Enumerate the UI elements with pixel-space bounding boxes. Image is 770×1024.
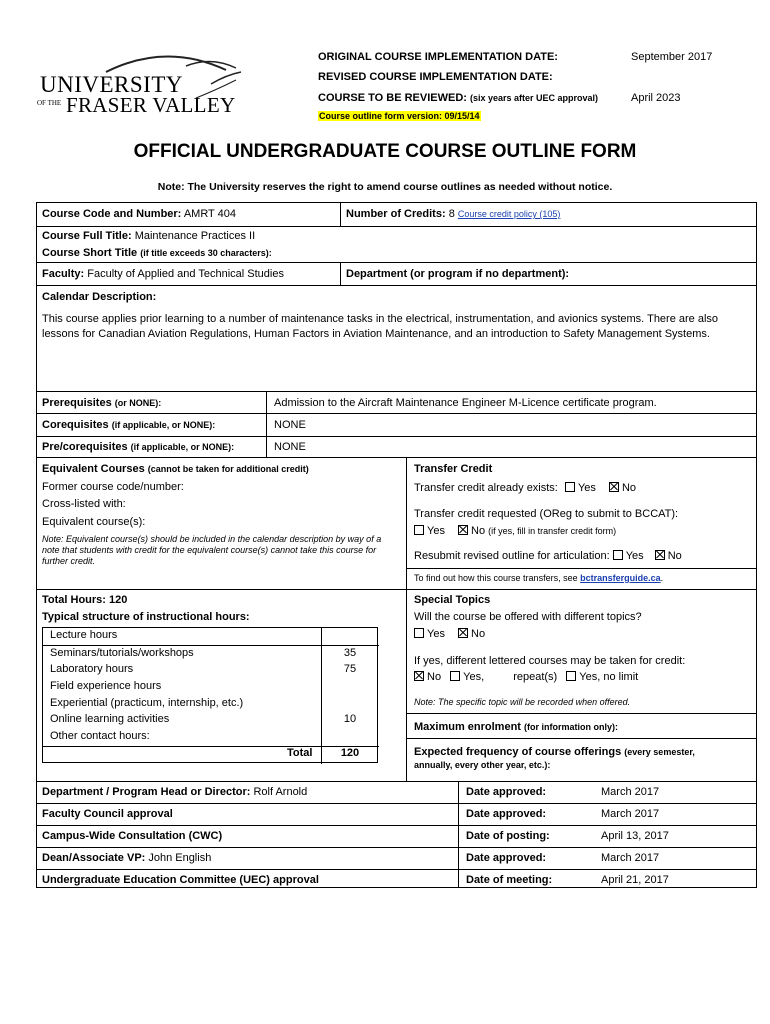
hours-row-label: Online learning activities xyxy=(50,713,170,725)
course-code-value: AMRT 404 xyxy=(183,208,236,220)
checkbox-checked-icon[interactable] xyxy=(655,550,665,560)
special-question: Will the course be offered with different topics? xyxy=(414,611,642,623)
review-label: COURSE TO BE REVIEWED: xyxy=(318,92,467,104)
max-enrolment-label: Maximum enrolment xyxy=(414,721,521,733)
orig-impl-label: ORIGINAL COURSE IMPLEMENTATION DATE: xyxy=(318,51,558,63)
resubmit-label: Resubmit revised outline for articulation: xyxy=(414,550,610,562)
special-yes-option[interactable]: Yes xyxy=(414,628,445,640)
amend-note: Note: The University reserves the right to amend course outlines as needed without notice. xyxy=(157,181,613,193)
approval-date-value[interactable]: March 2017 xyxy=(601,852,660,864)
logo-line2: FRASER VALLEY xyxy=(66,93,236,117)
checkbox-empty-icon[interactable] xyxy=(565,482,575,492)
orig-impl-value: September 2017 xyxy=(631,51,713,63)
structure-label: Typical structure of instructional hours: xyxy=(42,611,250,623)
transfer-exists-row xyxy=(414,482,636,494)
resubmit-row xyxy=(414,550,682,562)
transfer-requested-no-option[interactable]: No xyxy=(458,525,485,537)
precoreq-label-cell xyxy=(42,441,234,453)
prereq-note: (or NONE): xyxy=(114,398,162,408)
credits-value: 8 xyxy=(448,208,455,220)
no-limit-option[interactable]: Yes, no limit xyxy=(566,671,638,683)
faculty-value: Faculty of Applied and Technical Studies xyxy=(87,268,284,280)
special-note: Note: The specific topic will be recorded when offered. xyxy=(414,697,631,707)
hours-row-value[interactable]: 35 xyxy=(343,647,357,659)
precoreq-note: (if applicable, or NONE): xyxy=(130,442,235,452)
approval-date-value[interactable]: March 2017 xyxy=(601,786,660,798)
checkbox-checked-icon[interactable] xyxy=(414,671,424,681)
checkbox-empty-icon[interactable] xyxy=(450,671,460,681)
max-enrolment-note: (for information only): xyxy=(524,722,619,732)
transfer-requested-label: Transfer credit requested (OReg to submit to BCCAT): xyxy=(414,508,679,520)
hours-row-label: Lecture hours xyxy=(50,629,118,641)
credit-policy-link[interactable]: Course credit policy (105) xyxy=(457,209,561,219)
coreq-label: Corequisites xyxy=(42,419,109,431)
transfer-label: Transfer Credit xyxy=(414,463,493,475)
frequency-note: (every semester, annually, every other year, etc.): xyxy=(414,747,695,770)
special-no-option[interactable]: No xyxy=(458,628,485,640)
coreq-value[interactable]: NONE xyxy=(274,419,306,431)
credits-label: Number of Credits: xyxy=(346,208,446,220)
hours-row-label: Experiential (practicum, internship, etc.) xyxy=(50,697,244,709)
crosslisted-field[interactable]: Cross-listed with: xyxy=(42,498,126,510)
total-hours xyxy=(42,594,127,606)
equivalent-note: Note: Equivalent course(s) should be included in the calendar description by way of a note that students with credit for the equivalent course(s) cannot take this course for further credit. xyxy=(42,534,382,566)
special-topics-row xyxy=(414,628,485,640)
precoreq-value[interactable]: NONE xyxy=(274,441,306,453)
hours-total-label: Total xyxy=(287,747,313,759)
checkbox-empty-icon[interactable] xyxy=(414,628,424,638)
review-value: April 2023 xyxy=(631,92,681,104)
review-note: (six years after UEC approval) xyxy=(470,93,599,103)
total-hours-label: Total Hours: xyxy=(42,594,106,606)
approval-date-label: Date approved: xyxy=(466,852,547,864)
checkbox-checked-icon[interactable] xyxy=(609,482,619,492)
checkbox-empty-icon[interactable] xyxy=(566,671,576,681)
short-title-label: Course Short Title xyxy=(42,247,138,259)
transfer-exists-label: Transfer credit already exists: xyxy=(414,482,558,494)
credits-field[interactable] xyxy=(346,208,560,220)
full-title-value: Maintenance Practices II xyxy=(134,230,256,242)
approval-row xyxy=(42,786,307,798)
course-code-label: Course Code and Number: xyxy=(42,208,182,220)
full-title-label: Course Full Title: xyxy=(42,230,132,242)
short-title-field[interactable] xyxy=(42,247,272,259)
approval-row xyxy=(42,808,176,820)
approval-label: Department / Program Head or Director: xyxy=(42,786,251,798)
calendar-text[interactable]: This course applies prior learning to a number of maintenance tasks in the electrical, instrumentation, and avionics systems. There are also lessons for Canadian Aviation Regulations, Human Factors in Aviation Maintenance, and an introduction to Safety Management Systems. xyxy=(42,313,719,340)
university-logo xyxy=(36,50,246,120)
prereq-value[interactable]: Admission to the Aircraft Maintenance Engineer M-Licence certificate program. xyxy=(274,397,657,409)
approval-row xyxy=(42,874,322,886)
approval-label: Dean/Associate VP: xyxy=(42,852,146,864)
approval-date-label: Date of meeting: xyxy=(466,874,553,886)
resubmit-yes-option[interactable]: Yes xyxy=(613,550,644,562)
precoreq-label: Pre/corequisites xyxy=(42,441,128,453)
hours-row-label: Field experience hours xyxy=(50,680,162,692)
calendar-label: Calendar Description: xyxy=(42,291,157,303)
checkbox-checked-icon[interactable] xyxy=(458,525,468,535)
hours-row-label: Other contact hours: xyxy=(50,730,150,742)
faculty-label: Faculty: xyxy=(42,268,85,280)
approval-name[interactable]: Rolf Arnold xyxy=(253,786,308,798)
hours-row-label: Seminars/tutorials/workshops xyxy=(50,647,194,659)
approval-label: Campus-Wide Consultation (CWC) xyxy=(42,830,223,842)
resubmit-no-option[interactable]: No xyxy=(655,550,682,562)
hours-row-label: Laboratory hours xyxy=(50,663,134,675)
prereq-label-cell xyxy=(42,397,161,409)
lettered-label: If yes, different lettered courses may be taken for credit: xyxy=(414,655,686,667)
frequency-field[interactable] xyxy=(414,746,734,772)
transfer-requested-yes-option[interactable]: Yes xyxy=(414,525,445,537)
coreq-label-cell xyxy=(42,419,215,431)
faculty-field[interactable] xyxy=(42,268,284,280)
approval-date-value[interactable]: April 21, 2017 xyxy=(601,874,669,886)
approval-row xyxy=(42,852,211,864)
bctransfer-row: To find out how this course transfers, see bctransferguide.ca. xyxy=(414,573,664,583)
repeat-label: repeat(s) xyxy=(513,671,558,683)
lettered-row xyxy=(414,671,638,683)
hours-row-value[interactable]: 75 xyxy=(343,663,357,675)
revised-impl-label: REVISED COURSE IMPLEMENTATION DATE: xyxy=(318,71,553,83)
approval-date-value[interactable]: March 2017 xyxy=(601,808,660,820)
coreq-note: (if applicable, or NONE): xyxy=(111,420,216,430)
lettered-yes-option[interactable]: Yes, xyxy=(450,671,484,683)
review-row xyxy=(318,92,598,104)
course-code-field[interactable] xyxy=(42,208,236,220)
transfer-exists-no-option[interactable]: No xyxy=(609,482,636,494)
lettered-no-option[interactable]: No xyxy=(414,671,441,683)
former-course-field[interactable]: Former course code/number: xyxy=(42,481,184,493)
approval-date-value[interactable]: April 13, 2017 xyxy=(601,830,669,842)
equivalent-label: Equivalent Courses xyxy=(42,463,145,475)
checkbox-empty-icon[interactable] xyxy=(613,550,623,560)
frequency-label: Expected frequency of course offerings xyxy=(414,746,622,758)
hours-total-value: 120 xyxy=(340,747,360,759)
approval-label: Undergraduate Education Committee (UEC) approval xyxy=(42,874,319,886)
prereq-label: Prerequisites xyxy=(42,397,112,409)
max-enrolment-field[interactable] xyxy=(414,721,618,733)
equivalent-field[interactable]: Equivalent course(s): xyxy=(42,516,146,528)
bctransfer-text: To find out how this course transfers, see xyxy=(414,573,578,583)
approval-label: Faculty Council approval xyxy=(42,808,173,820)
special-topics-label: Special Topics xyxy=(414,594,491,606)
equivalent-note-label: (cannot be taken for additional credit) xyxy=(147,464,309,474)
approval-date-label: Date approved: xyxy=(466,786,547,798)
department-label[interactable]: Department (or program if no department): xyxy=(346,268,570,280)
transfer-requested-note: (if yes, fill in transfer credit form) xyxy=(488,526,617,536)
checkbox-empty-icon[interactable] xyxy=(414,525,424,535)
approval-date-label: Date of posting: xyxy=(466,830,550,842)
short-title-note: (if title exceeds 30 characters): xyxy=(140,248,272,258)
transfer-exists-yes-option[interactable]: Yes xyxy=(565,482,596,494)
form-version: Course outline form version: 09/15/14 xyxy=(319,111,480,121)
checkbox-checked-icon[interactable] xyxy=(458,628,468,638)
full-title-field[interactable] xyxy=(42,230,255,242)
logo-prefix: OF THE xyxy=(37,99,62,107)
hours-row-value[interactable]: 10 xyxy=(343,713,357,725)
approval-name[interactable]: John English xyxy=(148,852,212,864)
total-hours-value: 120 xyxy=(109,594,128,606)
equivalent-heading xyxy=(42,463,309,475)
approval-date-label: Date approved: xyxy=(466,808,547,820)
transfer-requested-row xyxy=(414,525,616,537)
page-title: OFFICIAL UNDERGRADUATE COURSE OUTLINE FORM xyxy=(133,141,637,162)
logo-line1: UNIVERSITY xyxy=(40,72,183,97)
approval-row xyxy=(42,830,225,842)
bctransfer-link[interactable]: bctransferguide.ca xyxy=(580,573,661,583)
